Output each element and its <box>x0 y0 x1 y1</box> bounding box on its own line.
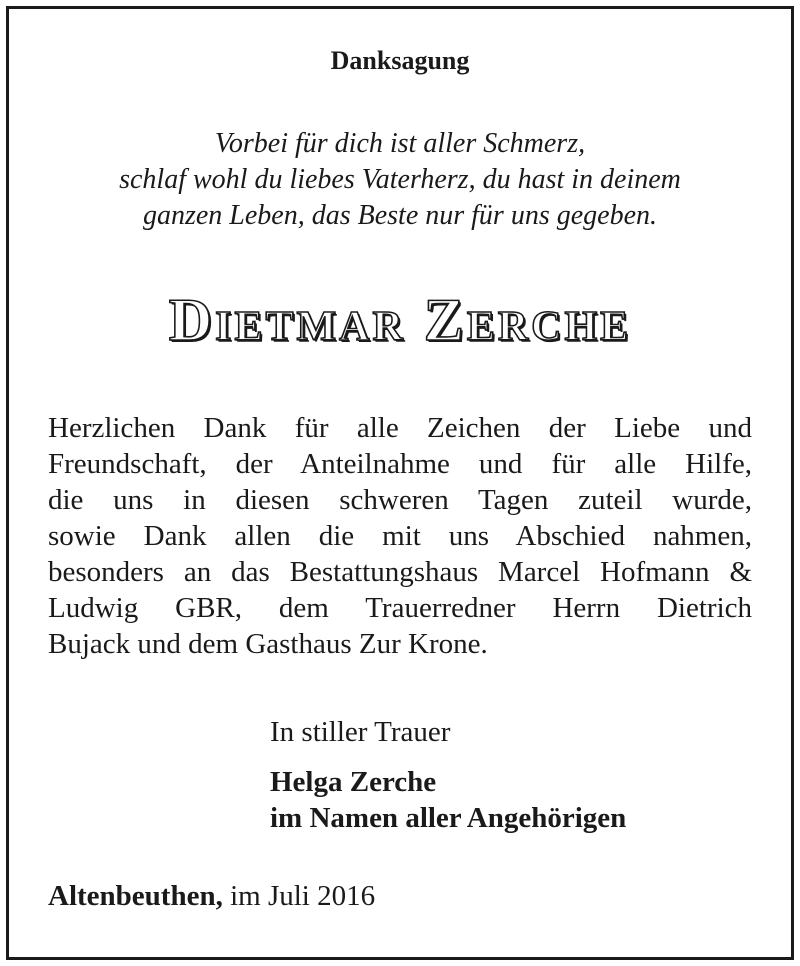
place-name: Altenbeuthen, <box>48 880 223 912</box>
poem-line: schlaf wohl du liebes Vaterherz, du hast in deinem <box>119 164 681 195</box>
mourning-phrase: In stiller Trauer <box>270 716 451 748</box>
deceased-name: Dietmar Zerche <box>168 287 632 353</box>
signatory-note: im Namen aller Angehörigen <box>270 802 627 834</box>
notice-date: im Juli 2016 <box>222 880 376 912</box>
paragraph-line: Ludwig GBR, dem Trauerredner Herrn Dietrich <box>48 592 752 624</box>
paragraph-line: die uns in diesen schweren Tagen zuteil wurde, <box>48 484 752 516</box>
signatory-name: Helga Zerche <box>270 766 437 798</box>
poem-verse <box>0 126 800 234</box>
paragraph-line: Bujack und dem Gasthaus Zur Krone. <box>48 628 488 660</box>
poem-line: Vorbei für dich ist aller Schmerz, <box>214 128 586 159</box>
poem-line: ganzen Leben, das Beste nur für uns gegeben. <box>142 200 658 231</box>
place-date-line <box>48 878 375 914</box>
paragraph-line: besonders an das Bestattungshaus Marcel Hofmann & <box>48 556 752 588</box>
thanks-paragraph <box>48 410 752 662</box>
paragraph-line: Freundschaft, der Anteilnahme und für alle Hilfe, <box>48 448 752 480</box>
signatories <box>270 764 626 836</box>
paragraph-line: Herzlichen Dank für alle Zeichen der Liebe und <box>48 412 752 444</box>
notice-heading: Danksagung <box>330 46 470 75</box>
paragraph-line: sowie Dank allen die mit uns Abschied nahmen, <box>48 520 752 552</box>
